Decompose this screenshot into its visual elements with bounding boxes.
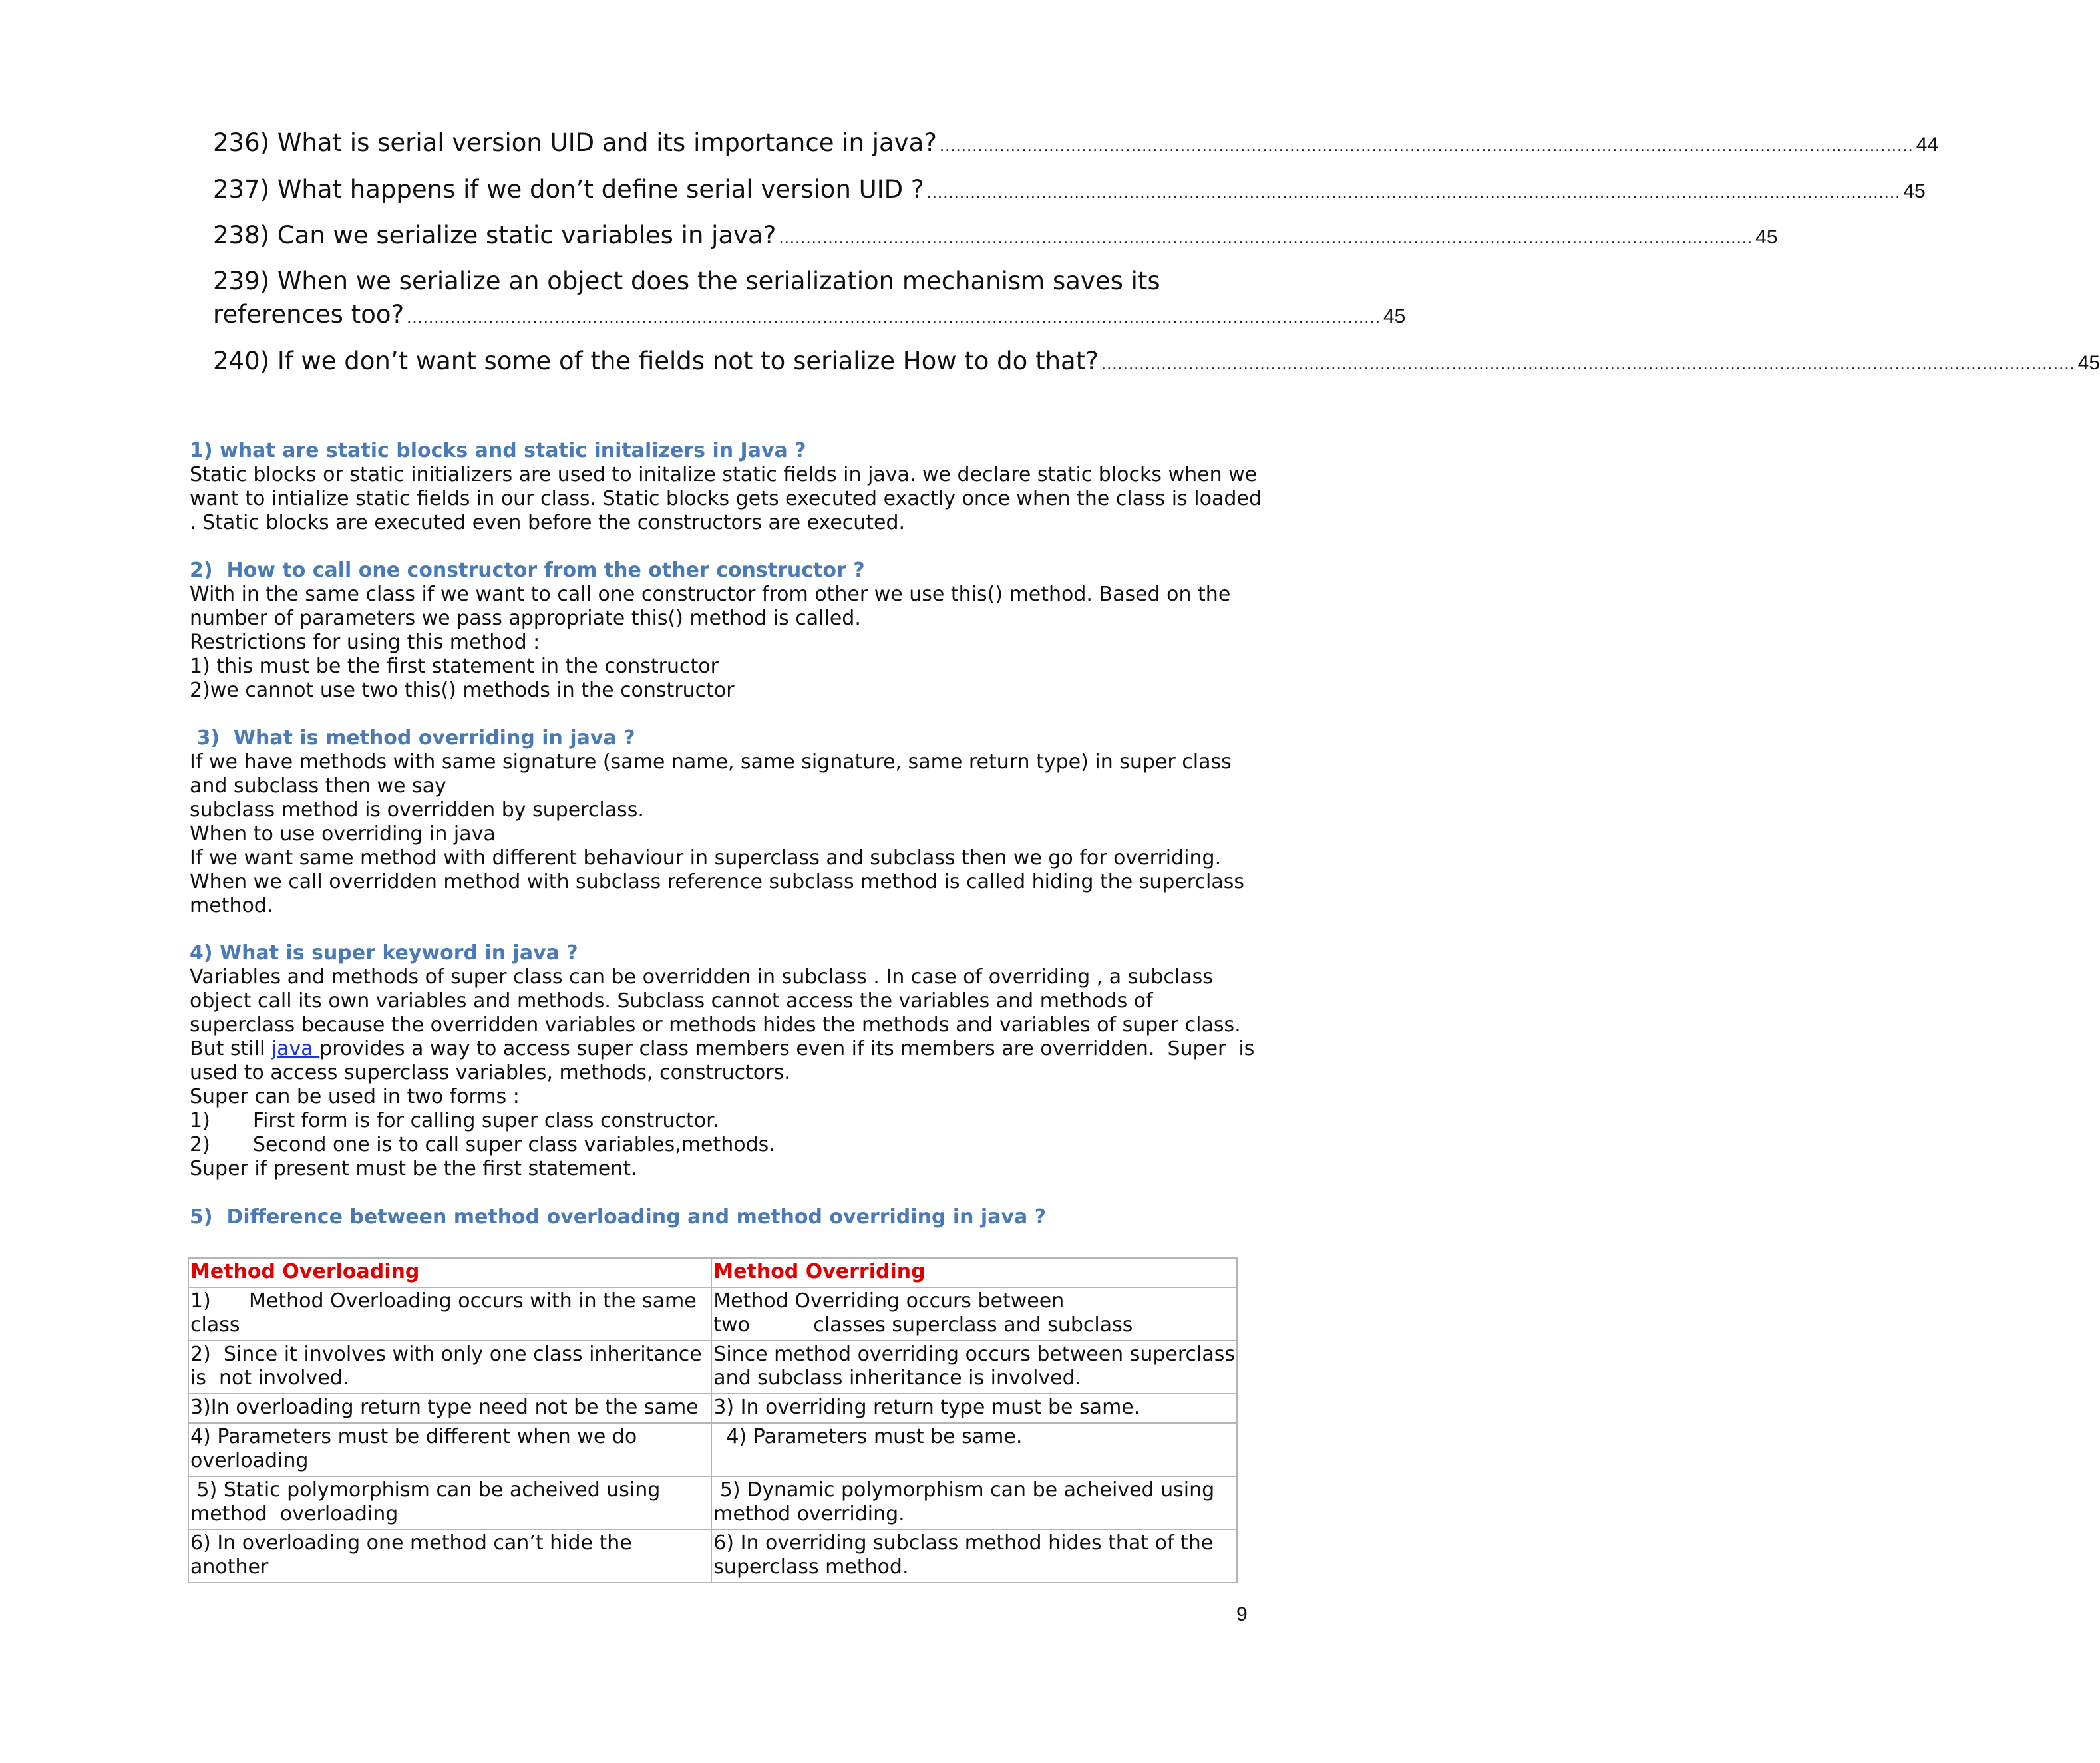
toc-entry-236[interactable]: [213, 126, 1939, 162]
toc-entry-237[interactable]: [213, 173, 1926, 208]
section-static-blocks: [190, 439, 1264, 535]
column-header-overloading: Method Overloading: [188, 1258, 711, 1287]
cell-line: 3) In overriding return type must be same.: [713, 1396, 1140, 1419]
cell-line: two classes superclass and subclass: [713, 1313, 1133, 1337]
cell-line: 1) Method Overloading occurs with in the same: [190, 1289, 697, 1313]
toc-entry-title: 238) Can we serialize static variables in java?: [213, 221, 777, 249]
paragraph-line: With in the same class if we want to call one constructor from other we use this() method. Based on the: [190, 583, 1231, 606]
table-row: [188, 1394, 1237, 1423]
list-item-text: Second one is to call super class variables,methods.: [253, 1133, 775, 1156]
paragraph-line: Variables and methods of super class can be overridden in subclass . In case of overriding , a subclass: [190, 965, 1213, 989]
comparison-table: [188, 1257, 1238, 1583]
table-row: [188, 1529, 1237, 1583]
toc-dot-leader: ..................................................................................................................................................................................: [779, 228, 1753, 247]
section-heading: 1) what are static blocks and static initalizers in Java ?: [190, 439, 806, 462]
table-row: [188, 1476, 1237, 1529]
paragraph-line: subclass method is overridden by superclass.: [190, 798, 644, 822]
paragraph-line: . Static blocks are executed even before the constructors are executed.: [190, 511, 906, 534]
table-cell: [188, 1341, 711, 1394]
toc-entry-240[interactable]: [213, 345, 2100, 380]
toc-dot-leader: ..................................................................................................................................................................................: [939, 135, 1914, 155]
cell-line: [713, 1449, 1235, 1473]
paragraph-line: If we have methods with same signature (same name, same signature, same return type) in super class: [190, 750, 1232, 774]
cell-line: 3)In overloading return type need not be the same: [190, 1396, 699, 1419]
link-suffix: provides a way to access super class members even if its members are overridden. Super is: [319, 1037, 1255, 1060]
toc-entry-239[interactable]: [213, 265, 1406, 333]
toc-entry-238[interactable]: [213, 219, 1778, 254]
toc-page-number: 45: [1755, 226, 1778, 248]
toc-entry-title: 237) What happens if we don’t define serial version UID ?: [213, 175, 924, 204]
page-number: 9: [1236, 1603, 1248, 1625]
toc-entry-title: 240) If we don’t want some of the fields not to serialize How to do that?: [213, 347, 1099, 375]
paragraph-line: method.: [190, 894, 273, 917]
toc-dot-leader: ..................................................................................................................................................................................: [1101, 353, 2075, 373]
toc-page-number: 44: [1916, 134, 1939, 156]
section-paragraph: [190, 750, 1264, 918]
table-cell: [188, 1476, 711, 1529]
cell-line: class: [190, 1313, 240, 1337]
list-item: [190, 1133, 1264, 1157]
paragraph-line: Super can be used in two forms :: [190, 1085, 520, 1108]
paragraph-line: 2)we cannot use two this() methods in the constructor: [190, 679, 735, 702]
list-item: [190, 1109, 1264, 1133]
cell-line: superclass method.: [713, 1555, 909, 1579]
column-header-overriding: Method Overriding: [711, 1258, 1237, 1287]
list-item-text: First form is for calling super class constructor.: [253, 1109, 719, 1132]
table-row: [188, 1423, 1237, 1476]
section-constructor-chaining: [190, 559, 1264, 703]
cell-line: method overriding.: [713, 1502, 905, 1525]
list-item-number: 2): [190, 1133, 210, 1156]
toc-page-number: 45: [2077, 352, 2100, 374]
toc-page-number: 45: [1383, 305, 1406, 327]
table-row: [188, 1287, 1237, 1341]
table-cell: [188, 1423, 711, 1476]
table-cell: [711, 1341, 1237, 1394]
cell-line: overloading: [190, 1449, 309, 1472]
list-item-number: 1): [190, 1109, 210, 1132]
section-heading: 5) Difference between method overloading and method overriding in java ?: [190, 1205, 1047, 1229]
section-overloading-vs-overriding: [190, 1205, 1264, 1229]
toc-dot-leader: ..................................................................................................................................................................................: [407, 307, 1381, 327]
section-heading: 4) What is super keyword in java ?: [190, 941, 578, 965]
paragraph-line: Super if present must be the first statement.: [190, 1157, 637, 1180]
table-cell: [711, 1394, 1237, 1423]
section-heading: 3) What is method overriding in java ?: [190, 726, 635, 750]
paragraph-line: number of parameters we pass appropriate this() method is called.: [190, 607, 861, 630]
paragraph-line: want to intialize static fields in our class. Static blocks gets executed exactly once when the class is loaded: [190, 487, 1262, 510]
table-cell: [188, 1287, 711, 1341]
cell-line: Method Overriding occurs between: [713, 1289, 1065, 1313]
table-cell: [711, 1287, 1237, 1341]
table-cell: [188, 1529, 711, 1583]
cell-line: 5) Static polymorphism can be acheived using: [190, 1478, 661, 1502]
paragraph-line: When to use overriding in java: [190, 822, 496, 846]
toc-page-number: 45: [1903, 180, 1926, 202]
paragraph-line: When we call overridden method with subclass reference subclass method is called hiding the superclass: [190, 870, 1245, 893]
paragraph-line: Restrictions for using this method :: [190, 631, 540, 654]
toc-entry-title: 236) What is serial version UID and its importance in java?: [213, 128, 937, 157]
table-cell: [711, 1529, 1237, 1583]
paragraph-line: and subclass then we say: [190, 774, 446, 798]
cell-line: 4) Parameters must be same.: [713, 1425, 1023, 1448]
section-heading: 2) How to call one constructor from the other constructor ?: [190, 559, 865, 582]
link-prefix: But still: [190, 1037, 271, 1060]
cell-line: 2) Since it involves with only one class inheritance: [190, 1343, 702, 1366]
java-link[interactable]: java: [271, 1037, 320, 1060]
paragraph-line: If we want same method with different behaviour in superclass and subclass then we go for overriding.: [190, 846, 1222, 870]
table-row: [188, 1341, 1237, 1394]
section-super-keyword: [190, 941, 1264, 1181]
cell-line: 4) Parameters must be different when we do: [190, 1425, 637, 1448]
toc-entry-title-continued: references too?: [213, 300, 405, 329]
paragraph-line-with-link: [190, 1037, 1264, 1061]
paragraph-line: Static blocks or static initializers are used to initalize static fields in java. we declare static blocks when we: [190, 463, 1258, 486]
paragraph-line: object call its own variables and methods. Subclass cannot access the variables and methods of: [190, 989, 1153, 1013]
table-cell: [711, 1423, 1237, 1476]
cell-line: 6) In overloading one method can’t hide the: [190, 1531, 632, 1555]
cell-line: is not involved.: [190, 1366, 349, 1390]
table-cell: [188, 1394, 711, 1423]
cell-line: 5) Dynamic polymorphism can be acheived using: [713, 1478, 1215, 1502]
section-method-overriding: [190, 726, 1264, 918]
cell-line: Since method overriding occurs between superclass: [713, 1343, 1235, 1366]
table-cell: [711, 1476, 1237, 1529]
table-header-row: [188, 1258, 1237, 1287]
toc-entry-title: 239) When we serialize an object does the serialization mechanism saves its: [213, 267, 1160, 295]
paragraph-line: 1) this must be the first statement in the constructor: [190, 655, 719, 678]
cell-line: 6) In overriding subclass method hides that of the: [713, 1531, 1214, 1555]
cell-line: method overloading: [190, 1502, 399, 1525]
section-paragraph: [190, 463, 1264, 535]
cell-line: another: [190, 1555, 269, 1579]
paragraph-line: used to access superclass variables, methods, constructors.: [190, 1061, 790, 1084]
cell-line: and subclass inheritance is involved.: [713, 1366, 1082, 1390]
paragraph-line: superclass because the overridden variables or methods hides the methods and variables of super class.: [190, 1013, 1241, 1037]
section-paragraph: [190, 583, 1264, 703]
toc-dot-leader: ..................................................................................................................................................................................: [926, 182, 1901, 202]
section-paragraph: [190, 965, 1264, 1181]
